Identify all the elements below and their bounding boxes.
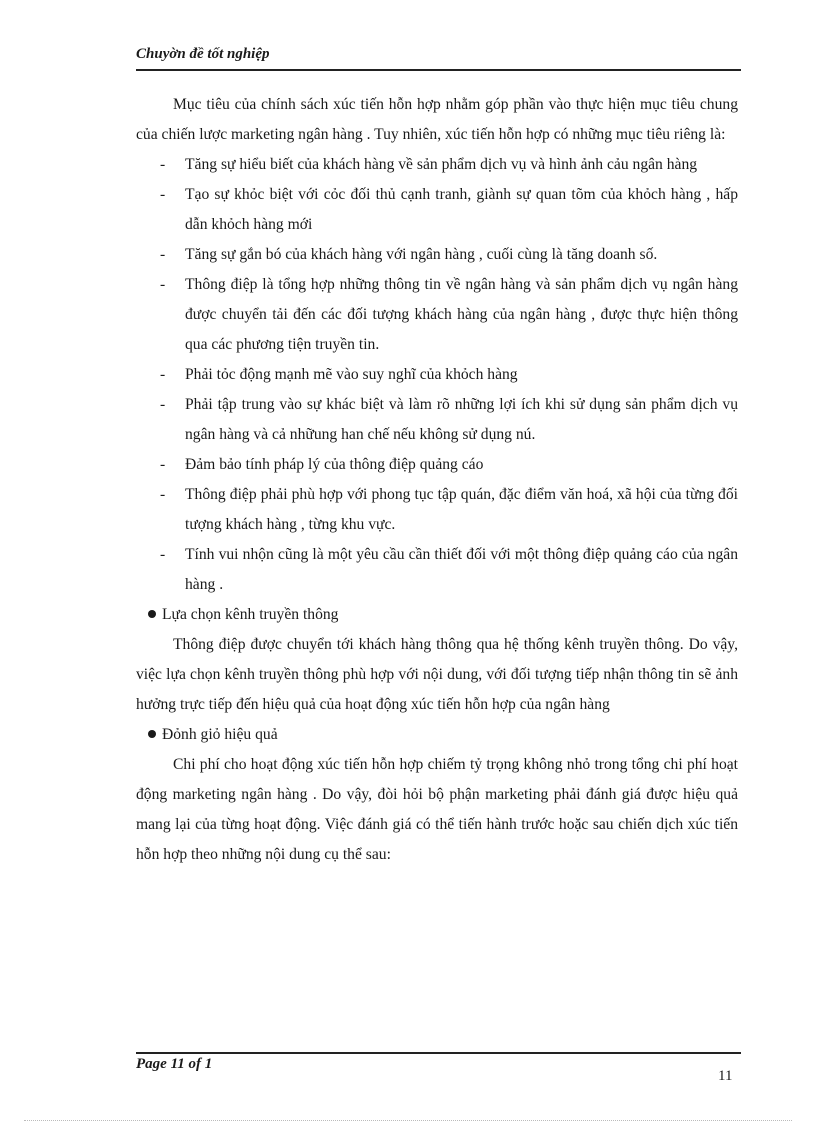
list-item-text: Phải tỏc động mạnh mẽ vào suy nghĩ của khỏch hàng — [185, 366, 518, 383]
dash-marker: - — [160, 246, 166, 263]
list-item — [136, 450, 738, 480]
dash-marker: - — [160, 186, 166, 203]
list-item — [136, 240, 738, 270]
dash-marker: - — [160, 546, 166, 563]
footer-page-label: Page 11 of 1 — [136, 1056, 213, 1072]
section-heading-channels — [136, 600, 738, 630]
dash-marker: - — [160, 396, 166, 413]
document-body — [136, 90, 738, 870]
list-item-text: Thông điệp phải phù hợp với phong tục tập quán, đặc điểm văn hoá, xã hội của từng đối tượng khách hàng , từng khu vực. — [185, 486, 738, 533]
list-item-text: Tăng sự gắn bó của khách hàng với ngân hàng , cuối cùng là tăng doanh số. — [185, 246, 658, 263]
list-item-text: Đảm bảo tính pháp lý của thông điệp quảng cáo — [185, 456, 484, 473]
page-number: 11 — [718, 1068, 733, 1084]
objectives-list — [136, 150, 738, 600]
section-heading-text: Đỏnh giỏ hiệu quả — [162, 726, 278, 743]
dash-marker: - — [160, 456, 166, 473]
footer-rule — [136, 1052, 741, 1054]
section-heading-evaluation — [136, 720, 738, 750]
dash-marker: - — [160, 156, 166, 173]
page-bottom-border — [24, 1120, 792, 1121]
dash-marker: - — [160, 276, 166, 293]
list-item — [136, 270, 738, 360]
list-item — [136, 360, 738, 390]
header-title: Chuyờn đề tốt nghiệp — [136, 46, 270, 62]
bullet-dot-icon — [148, 730, 156, 738]
section-heading-text: Lựa chọn kênh truyền thông — [162, 606, 339, 623]
section-paragraph-channels: Thông điệp được chuyển tới khách hàng thông qua hệ thống kênh truyền thông. Do vậy, việc lựa chọn kênh truyền thông phù hợp với nội dung, với đối tượng tiếp nhận thông tin sẽ ảnh hưởng trực tiếp đến hiệu quả của hoạt động xúc tiến hỗn hợp của ngân hàng — [136, 636, 738, 713]
list-item — [136, 540, 738, 600]
list-item-text: Phải tập trung vào sự khác biệt và làm rõ những lợi ích khi sử dụng sản phẩm dịch vụ ngân hàng và cả nhữung han chế nếu không sử dụng nú. — [185, 396, 738, 443]
list-item-text: Tính vui nhộn cũng là một yêu cầu cần thiết đối với một thông điệp quảng cáo của ngân hàng . — [185, 546, 738, 593]
section-paragraph-evaluation: Chi phí cho hoạt động xúc tiến hỗn hợp chiếm tỷ trọng không nhỏ trong tổng chi phí hoạt động marketing ngân hàng . Do vậy, đòi hỏi bộ phận marketing phải đánh giá được hiệu quả mang lại của từng hoạt động. Việc đánh giá có thể tiến hành trước hoặc sau chiến dịch xúc tiến hỗn hợp theo những nội dung cụ thể sau: — [136, 756, 738, 863]
intro-paragraph: Mục tiêu của chính sách xúc tiến hỗn hợp nhằm góp phần vào thực hiện mục tiêu chung của chiến lược marketing ngân hàng . Tuy nhiên, xúc tiến hỗn hợp có những mục tiêu riêng là: — [136, 96, 738, 143]
dash-marker: - — [160, 486, 166, 503]
list-item — [136, 150, 738, 180]
list-item — [136, 180, 738, 240]
list-item-text: Tăng sự hiểu biết của khách hàng về sản phẩm dịch vụ và hình ảnh cảu ngân hàng — [185, 156, 698, 173]
list-item-text: Tạo sự khỏc biệt với cỏc đối thủ cạnh tranh, giành sự quan tõm của khỏch hàng , hấp dẫn khỏch hàng mới — [185, 186, 738, 233]
header-rule — [136, 69, 741, 71]
list-item — [136, 390, 738, 450]
bullet-dot-icon — [148, 610, 156, 618]
list-item-text: Thông điệp là tổng hợp những thông tin về ngân hàng và sản phẩm dịch vụ ngân hàng được chuyển tải đến các đối tượng khách hàng của ngân hàng , được thực hiện thông qua các phương tiện truyền tin. — [185, 276, 738, 353]
dash-marker: - — [160, 366, 166, 383]
list-item — [136, 480, 738, 540]
